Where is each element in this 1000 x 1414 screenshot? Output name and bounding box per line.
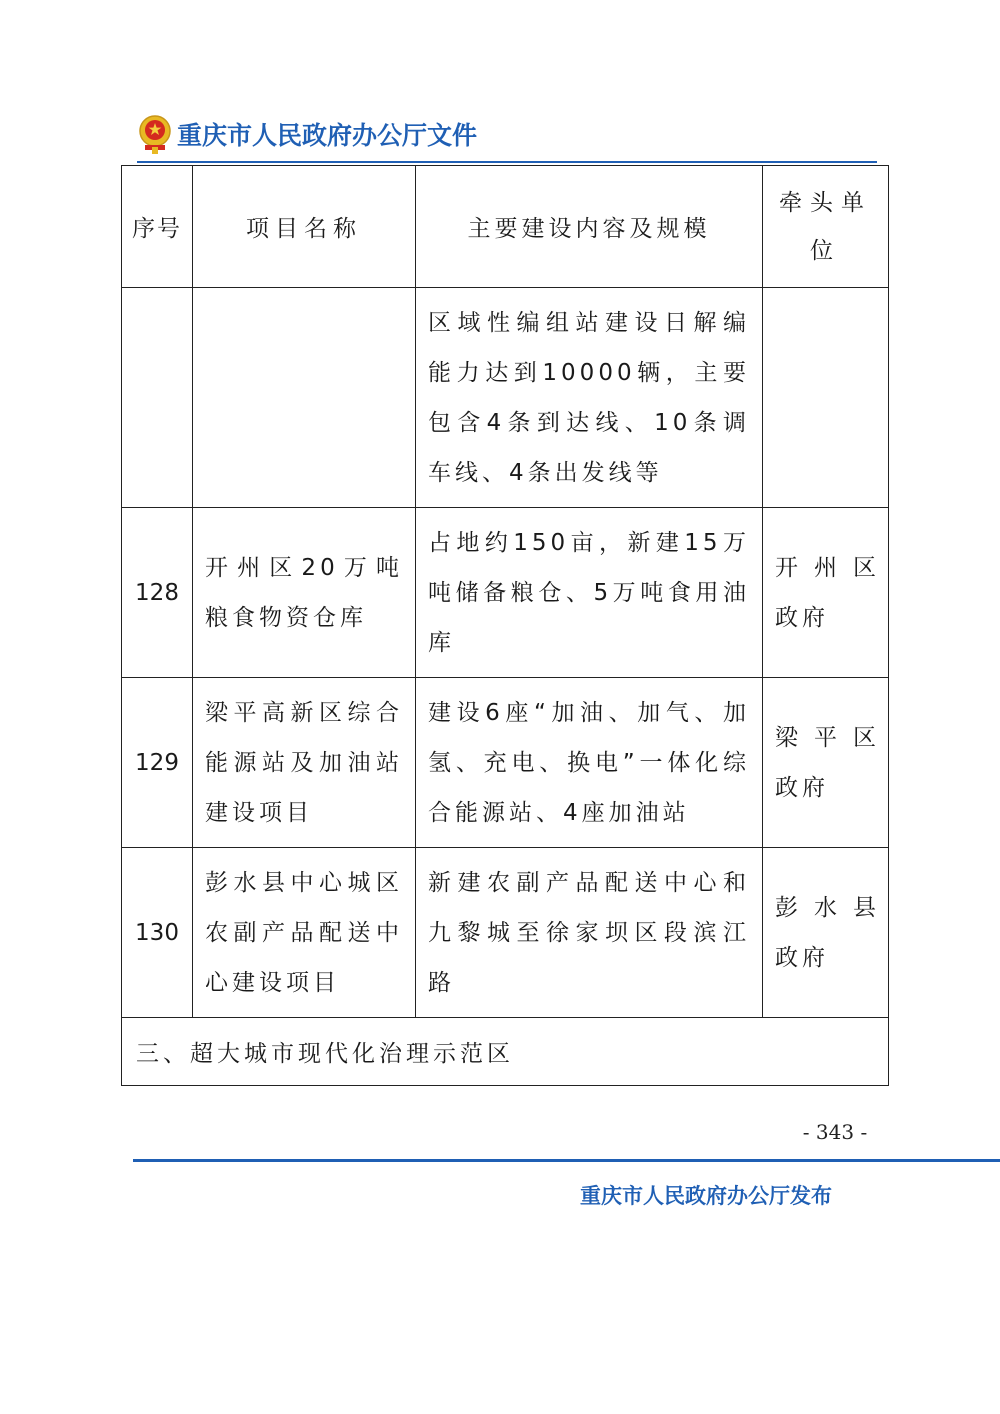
header-content: 主要建设内容及规模: [416, 166, 763, 288]
header-rule: [137, 161, 877, 163]
row-name: 开州区20万吨粮食物资仓库: [193, 508, 416, 678]
row-content: 区域性编组站建设日解编能力达到10000辆，主要包含4条到达线、10条调车线、4条出发线等: [416, 288, 763, 508]
table-row: [122, 508, 889, 678]
row-org: [763, 288, 889, 508]
row-org-line2: 政府: [775, 774, 829, 801]
row-name: 彭水县中心城区农副产品配送中心建设项目: [193, 848, 416, 1018]
row-name: 梁平高新区综合能源站及加油站建设项目: [193, 678, 416, 848]
page-number: - 343 -: [802, 1120, 868, 1144]
footer-rule: [133, 1159, 1000, 1162]
table-row: [122, 288, 889, 508]
table-row: [122, 848, 889, 1018]
document-header: [137, 112, 477, 156]
header-name: 项目名称: [193, 166, 416, 288]
row-org: [763, 848, 889, 1018]
row-content: 占地约150亩，新建15万吨储备粮仓、5万吨食用油库: [416, 508, 763, 678]
row-content: 建设6座“加油、加气、加氢、充电、换电”一体化综合能源站、4座加油站: [416, 678, 763, 848]
header-title: 重庆市人民政府办公厅文件: [177, 121, 478, 150]
section-row: [122, 1018, 889, 1086]
row-content: 新建农副产品配送中心和九黎城至徐家坝区段滨江路: [416, 848, 763, 1018]
header-no: 序号: [122, 166, 193, 288]
row-org: [763, 508, 889, 678]
row-no: 130: [122, 848, 193, 1018]
row-org: [763, 678, 889, 848]
section-title: 三、超大城市现代化治理示范区: [122, 1018, 889, 1086]
row-org-line2: 政府: [775, 944, 829, 971]
row-org-line1: 梁平区: [775, 724, 876, 751]
row-org-line1: 彭水县: [775, 894, 876, 921]
table-row: [122, 678, 889, 848]
table-header-row: [122, 166, 889, 288]
national-emblem-icon: [137, 114, 173, 154]
row-no: 128: [122, 508, 193, 678]
row-no: [122, 288, 193, 508]
project-table: [121, 165, 889, 1086]
row-no: 129: [122, 678, 193, 848]
row-name: [193, 288, 416, 508]
footer-title: 重庆市人民政府办公厅发布: [580, 1183, 832, 1208]
header-org: 牵头单位: [763, 166, 889, 288]
row-org-line2: 政府: [775, 604, 829, 631]
row-org-line1: 开州区: [775, 554, 876, 581]
